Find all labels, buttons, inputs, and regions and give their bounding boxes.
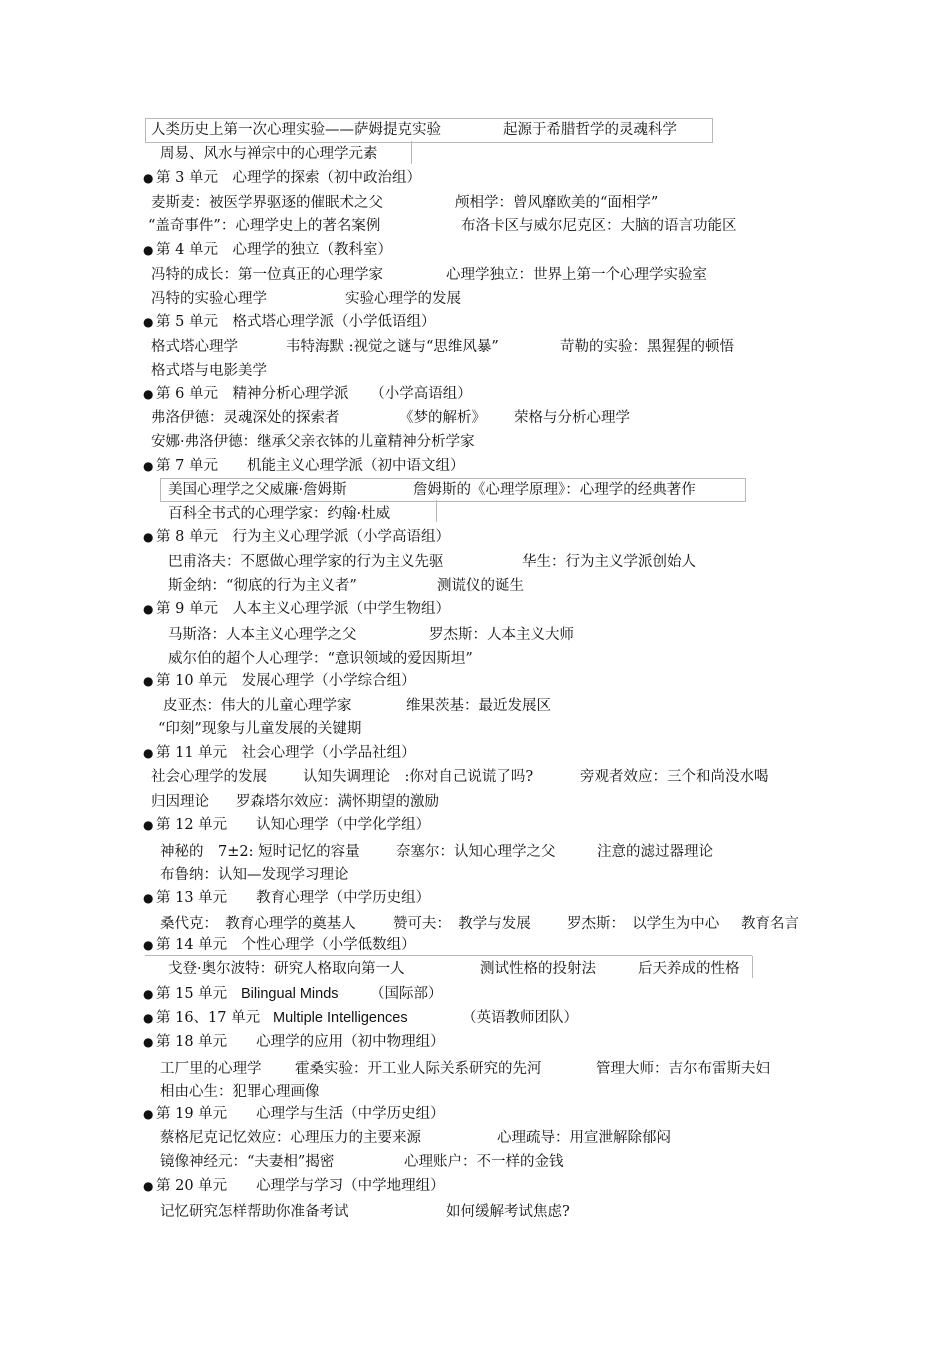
u12-item: 神秘的 7±2: 短时记忆的容量 (160, 844, 360, 860)
u11-item: 罗森塔尔效应：满怀期望的激励 (236, 794, 439, 810)
u4-item: 心理学独立：世界上第一个心理学实验室 (446, 267, 707, 283)
u11-item: 社会心理学的发展 (151, 769, 267, 785)
unit-4-heading (143, 241, 392, 259)
u19-item: 镜像神经元：“夫妻相”揭密 (160, 1154, 335, 1170)
unit-18-heading (143, 1033, 445, 1051)
unit-5-heading (143, 313, 435, 331)
u18-item: 霍桑实验：开工业人际关系研究的先河 (295, 1061, 542, 1077)
u4-item: 冯特的实验心理学 (151, 291, 267, 307)
top-line-2: 周易、风水与禅宗中的心理学元素 (160, 146, 378, 162)
unit-13-title: 第 13 单元 教育心理学（中学历史组） (156, 890, 431, 906)
u8-item: 巴甫洛夫：不愿做心理学家的行为主义先驱 (168, 554, 444, 570)
u18-item: 工厂里的心理学 (160, 1061, 262, 1077)
unit-5-title: 第 5 单元 格式塔心理学派（小学低语组） (156, 314, 436, 330)
u10-item: 皮亚杰：伟大的儿童心理学家 (163, 698, 352, 714)
bullet-icon: ● (143, 387, 154, 401)
u14-item: 测试性格的投射法 (480, 961, 596, 977)
bullet-icon: ● (143, 171, 154, 185)
u6-item: 弗洛伊德：灵魂深处的探索者 (151, 410, 340, 426)
bullet-icon: ● (143, 1035, 154, 1049)
u6-item: 《梦的解析》 (399, 410, 486, 426)
u3-item: 颅相学：曾风靡欧美的“面相学” (455, 195, 659, 211)
top-line-1a: 人类历史上第一次心理实验——萨姆提克实验 (151, 122, 441, 138)
bullet-icon: ● (143, 1107, 154, 1121)
u4-item: 冯特的成长：第一位真正的心理学家 (151, 267, 383, 283)
u5-item: 格式塔与电影美学 (151, 363, 267, 379)
bullet-icon: ● (143, 746, 154, 760)
unit-8-heading (143, 528, 450, 546)
u9-item: 威尔伯的超个人心理学：“意识领域的爱因斯坦” (168, 651, 473, 667)
unit-7-title: 第 7 单元 机能主义心理学派（初中语文组） (156, 458, 465, 474)
u11-item: 旁观者效应：三个和尚没水喝 (580, 769, 769, 785)
unit-15-group: （国际部） (370, 986, 443, 1002)
u18-item: 相由心生：犯罪心理画像 (160, 1084, 320, 1100)
bullet-icon: ● (143, 315, 154, 329)
bullet-icon: ● (143, 818, 154, 832)
u7-item: 百科全书式的心理学家：约翰·杜威 (168, 506, 391, 522)
unit-16-english-title: Multiple Intelligences (273, 1010, 408, 1026)
unit-16-heading (143, 1009, 260, 1027)
unit-11-title: 第 11 单元 社会心理学（小学品社组） (156, 745, 416, 761)
u10-item: “印刻”现象与儿童发展的关键期 (158, 721, 362, 737)
u20-item: 如何缓解考试焦虑? (446, 1204, 570, 1220)
u10-item: 维果茨基：最近发展区 (406, 698, 551, 714)
u7-cell-divider (436, 500, 437, 522)
u8-item: 斯金纳：“彻底的行为主义者” (168, 578, 357, 594)
u6-item: 安娜·弗洛伊德：继承父亲衣钵的儿童精神分析学家 (151, 434, 475, 450)
u19-item: 心理疏导：用宣泄解除郁闷 (497, 1130, 671, 1146)
unit-13-heading (143, 889, 430, 907)
u12-item: 注意的滤过器理论 (597, 844, 713, 860)
u14-cell-border-top (145, 955, 752, 956)
u3-item: “盖奇事件”：心理学史上的著名案例 (148, 218, 381, 234)
u8-item: 华生：行为主义学派创始人 (522, 554, 696, 570)
bullet-icon: ● (143, 674, 154, 688)
unit-10-heading (143, 672, 416, 690)
u5-item: 格式塔心理学 (151, 339, 238, 355)
bullet-icon: ● (143, 1011, 154, 1025)
u14-item: 戈登·奥尔波特：研究人格取向第一人 (168, 961, 405, 977)
u19-item: 蔡格尼克记忆效应：心理压力的主要来源 (160, 1130, 421, 1146)
u13-item: 教育名言 (741, 916, 799, 932)
top-line-1b: 起源于希腊哲学的灵魂科学 (503, 122, 677, 138)
unit-11-heading (143, 744, 416, 762)
unit-10-title: 第 10 单元 发展心理学（小学综合组） (156, 673, 416, 689)
unit-15-heading (143, 985, 227, 1003)
u9-item: 马斯洛：人本主义心理学之父 (168, 627, 357, 643)
bullet-icon: ● (143, 243, 154, 257)
bullet-icon: ● (143, 1179, 154, 1193)
bullet-icon: ● (143, 891, 154, 905)
u5-item: 韦特海默 :视觉之谜与“思维风暴” (286, 339, 499, 355)
u19-item: 心理账户：不一样的金钱 (404, 1154, 564, 1170)
unit-9-heading (143, 600, 450, 618)
u13-item: 赞可夫： 教学与发展 (393, 916, 531, 932)
bullet-icon: ● (143, 459, 154, 473)
unit-16-pre: 第 16、17 单元 (156, 1010, 261, 1026)
u12-item: 布鲁纳：认知—发现学习理论 (160, 867, 349, 883)
unit-4-title: 第 4 单元 心理学的独立（教科室） (156, 242, 392, 258)
bullet-icon: ● (143, 530, 154, 544)
u14-item: 后天养成的性格 (638, 961, 740, 977)
unit-12-title: 第 12 单元 认知心理学（中学化学组） (156, 817, 431, 833)
bullet-icon: ● (143, 987, 154, 1001)
unit-6-title: 第 6 单元 精神分析心理学派 （小学高语组） (156, 386, 472, 402)
u4-item: 实验心理学的发展 (345, 291, 461, 307)
unit-7-heading (143, 457, 464, 475)
unit-19-title: 第 19 单元 心理学与生活（中学历史组） (156, 1106, 445, 1122)
u5-item: 苛勒的实验：黑猩猩的顿悟 (560, 339, 734, 355)
unit-20-heading (143, 1177, 445, 1195)
u9-item: 罗杰斯：人本主义大师 (429, 627, 574, 643)
u3-item: 布洛卡区与威尔尼克区：大脑的语言功能区 (461, 218, 737, 234)
unit-14-heading (143, 936, 416, 954)
unit-14-title: 第 14 单元 个性心理学（小学低数组） (156, 937, 416, 953)
unit-15-pre: 第 15 单元 (156, 986, 228, 1002)
unit-15-english-title: Bilingual Minds (241, 986, 339, 1002)
u13-item: 罗杰斯： 以学生为中心 (567, 916, 720, 932)
u3-item: 麦斯麦：被医学界驱逐的催眠术之父 (151, 195, 383, 211)
unit-19-heading (143, 1105, 445, 1123)
u18-item: 管理大师：吉尔布雷斯夫妇 (596, 1061, 770, 1077)
u8-item: 测谎仪的诞生 (437, 578, 524, 594)
unit-12-heading (143, 816, 430, 834)
unit-20-title: 第 20 单元 心理学与学习（中学地理组） (156, 1178, 445, 1194)
unit-3-heading (143, 169, 421, 187)
u11-item: 归因理论 (151, 794, 209, 810)
u20-item: 记忆研究怎样帮助你准备考试 (160, 1204, 349, 1220)
unit-6-heading (143, 385, 472, 403)
unit-18-title: 第 18 单元 心理学的应用（初中物理组） (156, 1034, 445, 1050)
unit-16-group: （英语教师团队） (462, 1010, 578, 1026)
u12-item: 奈塞尔：认知心理学之父 (396, 844, 556, 860)
top-cell-divider (411, 141, 412, 164)
u6-item: 荣格与分析心理学 (514, 410, 630, 426)
unit-3-title: 第 3 单元 心理学的探索（初中政治组） (156, 170, 421, 186)
unit-8-title: 第 8 单元 行为主义心理学派（小学高语组） (156, 529, 450, 545)
u7-item: 詹姆斯的《心理学原理》：心理学的经典著作 (413, 482, 696, 498)
u11-item: 认知失调理论 :你对自己说谎了吗? (303, 769, 534, 785)
bullet-icon: ● (143, 602, 154, 616)
bullet-icon: ● (143, 938, 154, 952)
unit-9-title: 第 9 单元 人本主义心理学派（中学生物组） (156, 601, 450, 617)
u14-cell-divider (752, 956, 753, 978)
u13-item: 桑代克： 教育心理学的奠基人 (160, 916, 356, 932)
u7-item: 美国心理学之父威廉·詹姆斯 (168, 482, 347, 498)
